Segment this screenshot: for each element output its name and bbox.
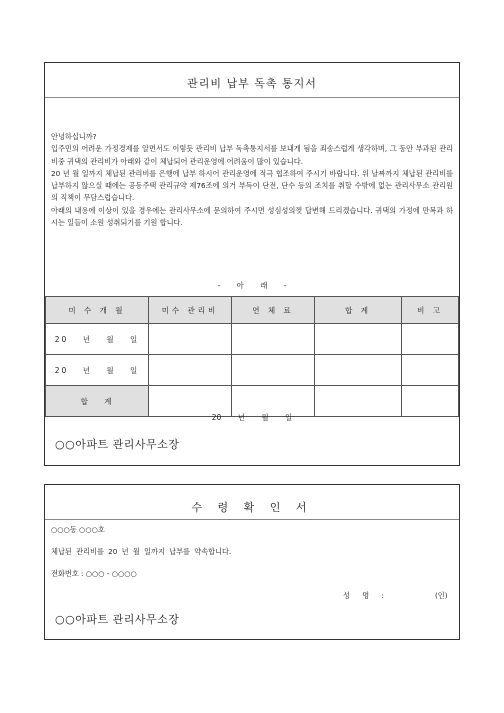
ire-heading: - 아 래 - [217,281,287,290]
cell [315,355,402,386]
notice-paragraph: 아래의 내용에 이상이 있을 경우에는 관리사무소에 문의하여 주시면 성심성의껏 답변해 드리겠습니다. 귀댁의 가정에 만복과 하시는 일들이 소원 성취되기를 기원 합니다. [51,205,453,228]
name-label: 성 명 : [343,591,384,600]
header-unpaid-fee: 미수 관리비 [149,297,232,324]
cell [232,355,315,386]
cell [232,324,315,355]
header-remarks: 비 고 [402,297,459,324]
title-divider [45,97,459,98]
notice-form [44,62,460,466]
cell-date: 20 년 월 일 [46,324,149,355]
cell-total-label: 합 계 [46,386,149,417]
greeting: 안녕하십니까? [51,132,97,141]
notice-paragraph: 입주민의 어려운 가정경제를 알면서도 이렇듯 관리비 납부 독촉통지서를 보내게 됨을 죄송스럽게 생각하며, 그 동안 부과된 관리비중 귀댁의 관리비가 아래와 같이 체납되어 관리운영에 어려움이 많이 있습니다. [51,144,453,166]
table-row [46,324,459,355]
notice-paragraph: 20 년 월 일까지 체납된 관리비를 은행에 납부 하시어 관리운영에 적극 협조하여 주시기 바랍니다. 위 날짜까지 체납된 관리비를 납부하지 않으실 때에는 공동주택 관리규약 제76조에 의거 부득이 단전, 단수 등의 조치를 취할 수밖에 없는 관리사무소 관리원의 직책이 무담스럽습니다. [51,168,453,203]
phone-line: 전화번호 : ○○○ - ○○○○ [51,569,137,578]
header-late-fee: 연 체 료 [232,297,315,324]
cell [402,355,459,386]
cell [149,324,232,355]
table-row [46,355,459,386]
receipt-form [44,484,460,640]
cell [402,324,459,355]
notice-date: 20 년 월 일 [211,413,293,422]
table-header-row [46,297,459,324]
seal-mark: (인) [435,591,448,600]
promise-line: 체납된 관리비를 20 년 월 일까지 납부를 약속합니다. [51,547,232,556]
office-signature: ○○아파트 관리사무소장 [55,613,180,626]
receipt-title: 수 령 확 인 서 [191,501,313,514]
dues-table [45,296,459,417]
header-total: 합 계 [315,297,402,324]
unit-line: ○○○동 ○○○호 [51,525,105,534]
office-signature: ○○아파트 관리사무소장 [55,438,180,451]
cell-date: 20 년 월 일 [46,355,149,386]
title-divider [45,519,459,520]
notice-body [51,131,453,229]
cell [315,324,402,355]
notice-title: 관리비 납부 독촉 통지서 [187,77,317,90]
cell [149,355,232,386]
header-months: 미 수 개 월 [46,297,149,324]
